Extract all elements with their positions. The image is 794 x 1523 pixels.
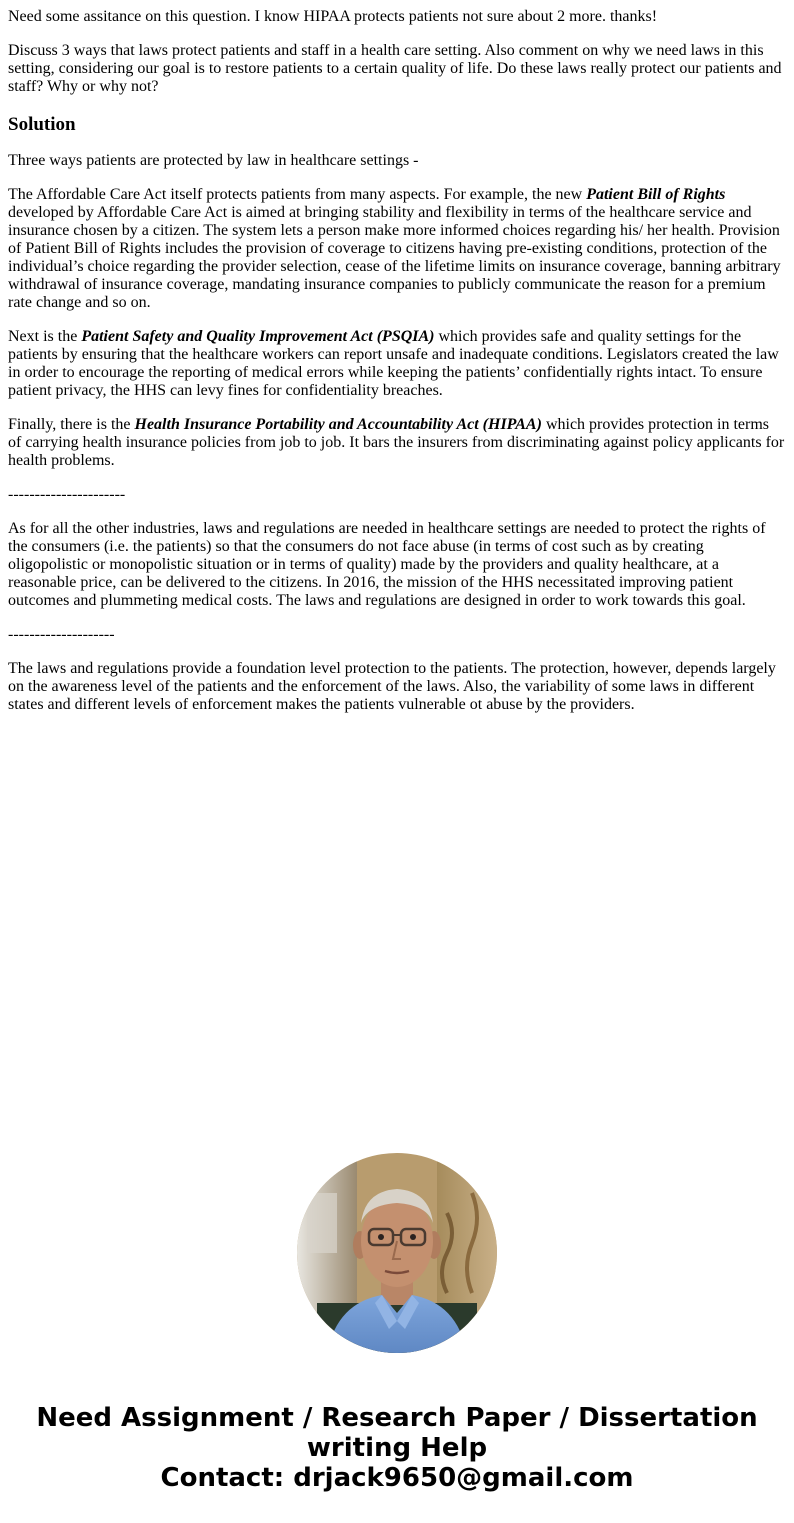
question-prompt: Discuss 3 ways that laws protect patients and staff in a health care setting. Also comment on why we need laws in this setting, considering our goal is to restore patients to a certain quality of life. Do these laws really protect our patients and staff? Why or why not?	[8, 42, 782, 95]
footer-line-1: Need Assignment / Research Paper / Dissertation	[36, 1403, 758, 1433]
solution-lead: Three ways patients are protected by law in healthcare settings -	[8, 152, 419, 169]
p1-text-before: The Affordable Care Act itself protects patients from many aspects. For example, the new	[8, 186, 587, 203]
p1-text-after: developed by Affordable Care Act is aimed at bringing stability and flexibility in terms of the healthcare service and insurance chosen by a citizen. The system lets a person make more informed choices regarding his/ her health. Provision of Patient Bill of Rights includes the provision of coverage to citizens having pre-existing conditions, protection of the individual’s choice regarding the provider selection, cease of the lifetime limits on insurance coverage, banning arbitrary withdrawal of insurance coverage, mandating insurance companies to publicly communicate the reason for a premium rate change and so on.	[8, 204, 781, 311]
paragraph-patient-bill-of-rights	[8, 186, 786, 312]
author-portrait-image	[297, 1153, 497, 1353]
patient-bill-of-rights-emphasis: Patient Bill of Rights	[586, 186, 726, 203]
paragraph-conclusion: The laws and regulations provide a foundation level protection to the patients. The protection, however, depends largely on the awareness level of the patients and the enforcement of the laws. Also, the variability of some laws in different states and different levels of enforcement makes the patients vulnerable ot abuse by the providers.	[8, 660, 776, 713]
paragraph-why-laws: As for all the other industries, laws and regulations are needed in healthcare settings are needed to protect the rights of the consumers (i.e. the patients) so that the consumers do not face abuse (in terms of cost such as by creating oligopolistic or monopolistic situation or in terms of quality) made by the providers and quality healthcare, at a reasonable price, can be delivered to the citizens. In 2016, the mission of the HHS necessitated improving patient outcomes and plummeting medical costs. The laws and regulations are designed in order to work towards this goal.	[8, 520, 766, 609]
p3-text-before: Finally, there is the	[8, 416, 135, 433]
paragraph-hipaa	[8, 416, 786, 470]
p2-text-after: which provides safe and quality settings for the patients by ensuring that the healthcare workers can report unsafe and inadequate conditions. Legislators created the law in order to encourage the reporting of medical errors while keeping the patients’ confidentially rights intact. To ensure patient privacy, the HHS can levy fines for confidentiality breaches.	[8, 328, 779, 399]
p3-text-after: which provides protection in terms of carrying health insurance policies from job to job. It bars the insurers from discriminating against policy applicants for health problems.	[8, 416, 785, 469]
article-content	[8, 8, 786, 730]
paragraph-psqia	[8, 328, 786, 400]
question-intro: Need some assitance on this question. I know HIPAA protects patients not sure about 2 more. thanks!	[8, 8, 658, 25]
author-avatar	[297, 1153, 497, 1353]
divider-dashes-1: ----------------------	[8, 486, 126, 503]
footer-line-2: writing Help	[306, 1433, 488, 1463]
divider-dashes-2: --------------------	[8, 626, 115, 643]
p2-text-before: Next is the	[8, 328, 82, 345]
footer-contact-line: Contact: drjack9650@gmail.com	[160, 1463, 634, 1493]
footer-contact-banner	[0, 1403, 794, 1493]
psqia-emphasis: Patient Safety and Quality Improvement Act (PSQIA)	[81, 328, 435, 345]
hipaa-emphasis: Health Insurance Portability and Accountability Act (HIPAA)	[134, 416, 542, 433]
solution-heading: Solution	[8, 114, 76, 135]
